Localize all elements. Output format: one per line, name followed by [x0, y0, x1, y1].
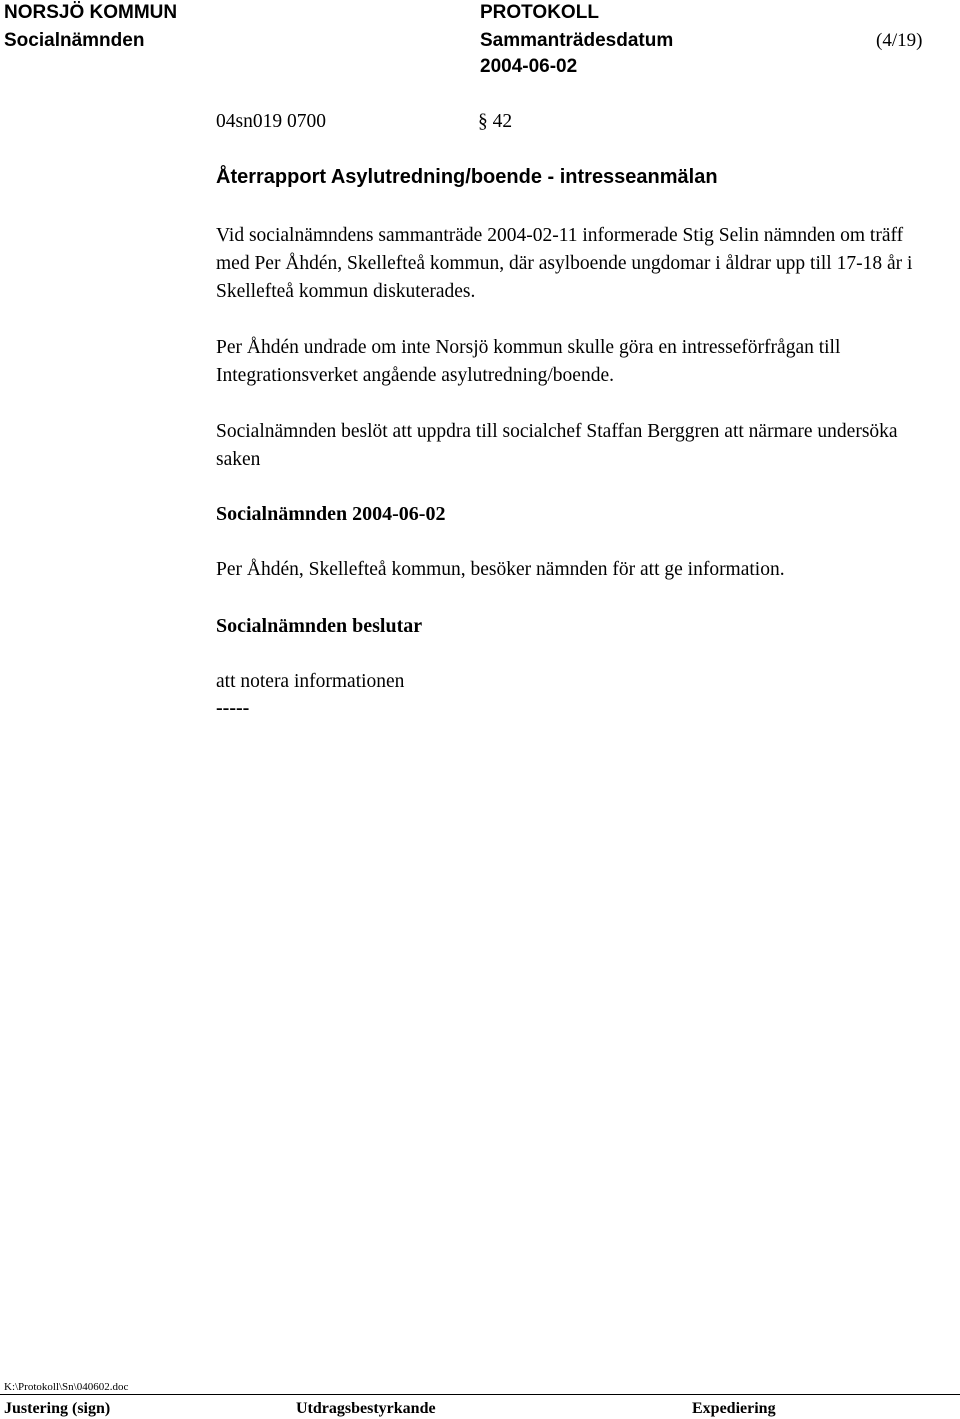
decision-text: att notera informationen: [216, 671, 405, 692]
justering-label: Justering (sign): [4, 1400, 111, 1417]
case-title: Återrapport Asylutredning/boende - intresseanmälan: [216, 166, 718, 188]
case-reference: 04sn019 0700: [216, 111, 326, 132]
paragraph-1: Vid socialnämndens sammanträde 2004-02-11 informerade Stig Selin nämnden om träff med Per Åhdén, Skellefteå kommun, där asylboende ungdomar i åldrar upp till 17-18 år i Skellefteå kommun diskuterades.: [216, 225, 913, 302]
meeting-date-label: Sammanträdesdatum: [480, 30, 674, 51]
department-name: Socialnämnden: [4, 30, 145, 51]
org-name: NORSJÖ KOMMUN: [4, 2, 178, 23]
paragraph-2: Per Åhdén undrade om inte Norsjö kommun skulle göra en intresseförfrågan till Integrationsverket angående asylutredning/boende.: [216, 337, 841, 386]
subheading-meeting-date: Socialnämnden 2004-06-02: [216, 503, 446, 525]
expediering-label: Expediering: [692, 1400, 776, 1417]
end-mark: -----: [216, 697, 250, 719]
footer-divider: [0, 1394, 960, 1395]
paragraph-3: Socialnämnden beslöt att uppdra till socialchef Staffan Berggren att närmare undersöka saken: [216, 421, 898, 470]
file-path: K:\Protokoll\Sn\040602.doc: [4, 1381, 129, 1393]
utdragsbestyrkande-label: Utdragsbestyrkande: [296, 1400, 436, 1417]
document-type: PROTOKOLL: [480, 2, 599, 23]
paragraph-4: Per Åhdén, Skellefteå kommun, besöker nämnden för att ge information.: [216, 559, 785, 580]
subheading-decision: Socialnämnden beslutar: [216, 615, 423, 637]
meeting-date: 2004-06-02: [480, 56, 578, 77]
page-number: (4/19): [876, 30, 923, 51]
section-number: § 42: [478, 111, 513, 132]
